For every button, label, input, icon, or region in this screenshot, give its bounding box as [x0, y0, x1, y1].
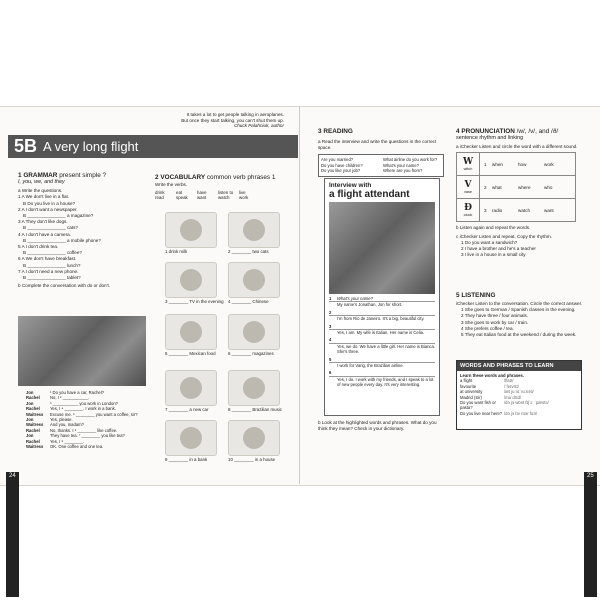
interview-answers [325, 294, 439, 392]
item-number: 5 [329, 356, 332, 362]
utterance: OK. One coffee and one tea. [50, 444, 104, 450]
interview-question: What's your name? [337, 296, 373, 301]
quote-line: It takes a lot to get people talking in aeroplanes. [186, 112, 284, 117]
row-number: 2 [484, 184, 487, 190]
listening-heading: 5 LISTENING [456, 292, 496, 299]
phonetic: /ˈfeɪvrɪt/ [504, 383, 519, 389]
grammar-section [18, 172, 150, 289]
pronunciation-section [456, 128, 584, 258]
sound-row [456, 152, 576, 176]
word: a flight [460, 378, 473, 384]
sound-word: where [518, 184, 531, 190]
grammar-answer: B _______________ cats? [23, 225, 78, 231]
dialogue-line [26, 444, 148, 449]
words-subheading: Learn these words and phrases. [460, 373, 524, 378]
grammar-answer: B _______________ lunch? [23, 262, 81, 268]
interview-item [329, 310, 435, 322]
reading-instruction: a Read the interview and write the questions in the correct space. [318, 139, 437, 151]
item-number: 3 [329, 323, 332, 329]
pron-instruction-c: c iChecker Listen and repeat. Copy the rhythm. [456, 233, 553, 239]
speaker: Jon [26, 390, 34, 395]
vocab-heading: 2 VOCABULARY [155, 174, 206, 181]
interview-answer: I work for Varig, the Brazilian airline. [337, 363, 404, 369]
grammar-prompt: 4 A I don't have a camera. [18, 231, 71, 237]
vocab-picture [228, 370, 280, 406]
speaker: Waitress [26, 422, 44, 428]
sound-symbol-cell [457, 199, 480, 221]
pron-subheading: /w/, /v/, and /ð/ [516, 128, 559, 135]
verb-option: watch [218, 195, 230, 201]
vocab-picture [228, 262, 280, 298]
sound-row [456, 199, 576, 222]
sound-picture-label: witch [463, 167, 473, 172]
word: Do you want fish or pasta? [460, 400, 496, 411]
sound-symbol: W [462, 157, 474, 168]
interview-answer: I'm from Rio de Janeiro. It's a big, beautiful city. [337, 316, 425, 322]
vocab-label: 10 ________ in a house [228, 457, 276, 462]
row-number: 1 [484, 161, 487, 167]
vocabulary-section [155, 174, 285, 201]
utterance: No, thanks. I ⁶ ________ like coffee. [50, 427, 118, 433]
word: favourite [460, 383, 477, 389]
listening-item: 5 They eat Italian food at the weekend / during the week. [461, 332, 577, 338]
question-option: Are you married? [321, 157, 354, 163]
sound-word: radio [492, 207, 503, 213]
utterance: And you, madam? [50, 422, 84, 428]
rhythm-sentence: 3 I live in a house in a small city [461, 252, 526, 258]
pron-heading: 4 PRONUNCIATION [456, 128, 515, 135]
verb-option: work [239, 195, 249, 201]
verb-option: listen to [218, 190, 234, 196]
page-number-left: 24 [6, 472, 19, 597]
interview-item [329, 324, 435, 336]
question-option: Do you have children? [321, 162, 363, 168]
vocab-label: 6 ________ magazines [228, 351, 274, 356]
item-number: 2 [329, 309, 332, 315]
interview-item [329, 337, 435, 354]
vocab-label: 7 ________ a new car [165, 407, 209, 412]
interview-answer: My name's Jonathan, Jon for short. [337, 302, 403, 308]
word-entry [460, 400, 578, 411]
vocab-label: 9 ________ in a bank [165, 457, 208, 462]
phonetic: /də jə wɒnt fɪʃ ɔː ˈpæstə/ [504, 400, 549, 406]
question-option: Where are you from? [383, 168, 423, 174]
listening-item: 3 She goes to work by car / train. [461, 319, 529, 325]
sound-row [456, 176, 576, 199]
word: at university [460, 389, 483, 395]
utterance: ³ ___________ you work in London? [50, 400, 118, 406]
words-list [460, 378, 578, 416]
unit-number: 5B [14, 136, 38, 156]
pron-instruction-b: b Listen again and repeat the words. [456, 225, 531, 231]
verb-option: read [155, 195, 164, 201]
vocab-instruction: Write the verbs. [155, 182, 188, 187]
article-kicker: Interview with [329, 182, 372, 189]
speaker: Rachel [26, 438, 40, 444]
grammar-prompt: 1 A We don't live in a flat. [18, 194, 70, 200]
quote-author: Chuck Palahniuk, author [233, 123, 284, 129]
speaker: Waitress [26, 411, 44, 417]
vocab-picture [165, 370, 217, 406]
spine [299, 106, 300, 484]
utterance: Yes, I ⁸ ________. [50, 438, 85, 444]
verb-option: live [239, 190, 246, 196]
interview-answer: Yes, I do. I work with my friends, and I speak to a lot of new people every day. It's very interesting. [337, 376, 434, 388]
word: Do you live near here? [460, 410, 503, 416]
unit-banner [8, 135, 298, 158]
phonetic: /æt juːnɪˈvɜːsəti/ [504, 389, 534, 395]
listening-item: 2 They have three / four animals. [461, 313, 529, 319]
utterance: ¹ Do you have a car, Rachel? [50, 390, 105, 395]
vocab-label: 2 ________ two cats [228, 249, 269, 254]
sound-picture-label: clock [463, 213, 473, 218]
verb-option: want [197, 195, 207, 201]
grammar-subheading: present simple ? [59, 172, 107, 179]
sound-symbol-cell [457, 176, 480, 198]
vocab-picture [165, 314, 217, 350]
sound-word: want [544, 207, 554, 213]
words-heading: WORDS AND PHRASES TO LEARN [457, 361, 581, 371]
vocab-subheading: common verb phrases 1 [206, 174, 276, 181]
vocab-label: 5 ________ Mexican food [165, 351, 216, 356]
vocab-picture [165, 262, 217, 298]
sound-symbol: Ð [464, 203, 472, 214]
vocab-label: 1 drink milk [165, 249, 188, 254]
phonetic: /maˈdrɪd/ [504, 394, 522, 400]
grammar-instruction-b: b Complete the conversation with do or don't. [18, 283, 111, 289]
item-number: 4 [329, 337, 332, 343]
grammar-answer: B _______________ coffee? [23, 250, 82, 256]
vocab-picture [228, 212, 280, 248]
grammar-heading: 1 GRAMMAR [18, 172, 58, 179]
grammar-prompt: 6 A We don't have breakfast. [18, 256, 77, 262]
grammar-answer: B _______________ a mobile phone? [23, 237, 101, 243]
interview-item [329, 357, 435, 369]
interview-answer: Yes, I am. My wife is Italian. Her name is Celia. [337, 330, 425, 336]
article-title: a flight attendant [329, 189, 410, 200]
listening-instruction: iChecker Listen to the conversation. Circle the correct answer. [456, 301, 583, 306]
pron-c-items [456, 240, 584, 259]
listening-items [456, 307, 584, 338]
interview-answer: Yes, we do. We have a little girl. Her name is Bianca. She's three. [337, 343, 435, 355]
quote-line: But once they start talking, you can't shut them up. [181, 117, 284, 123]
vocab-picture [165, 420, 217, 456]
speaker: Jon [26, 400, 34, 406]
vocab-label: 3 ________ TV in the evening [165, 299, 224, 304]
listening-section [456, 292, 584, 338]
phonetic: /də jə lɪv nɪər hɪə/ [504, 410, 538, 416]
grammar-answer: B _______________ tablet? [23, 275, 81, 281]
interview-item [329, 370, 435, 387]
epigraph [150, 112, 284, 129]
vocab-picture [165, 212, 217, 248]
words-box [456, 360, 582, 430]
sound-word: how [518, 161, 527, 167]
pron-subheading-2: sentence rhythm and linking [456, 135, 524, 141]
grammar-answer: B Do you live in a house? [23, 200, 76, 206]
vocab-picture [228, 314, 280, 350]
utterance: Yes, I ⁴ ________. I work in a bank. [50, 406, 116, 412]
grammar-prompt: 2 A I don't want a newspaper. [18, 206, 78, 212]
row-number: 3 [484, 207, 487, 213]
utterance: Excuse me. ⁵ ________ you want a coffee, sir? [50, 411, 138, 417]
grammar-prompt: 7 A I don't need a new phone. [18, 268, 79, 274]
interview-item [329, 296, 435, 308]
listening-item: 1 She goes to German / Spanish classes in the evening. [461, 307, 576, 313]
grammar-prompt: 3 A They don't like dogs. [18, 219, 68, 225]
phonetic: /flaɪt/ [504, 378, 514, 384]
question-option: Do you like your job? [321, 168, 361, 174]
grammar-answer: B _______________ a magazine? [23, 213, 94, 219]
question-option: What's your name? [383, 162, 419, 168]
sound-word: who [544, 184, 553, 190]
listening-item: 4 She prefers coffee / tea. [461, 325, 514, 331]
pron-instruction-a: a iChecker Listen and circle the word with a different sound. [456, 144, 578, 150]
sound-table [456, 152, 576, 222]
grammar-items [18, 194, 150, 281]
grammar-prompt: 5 A I don't drink tea. [18, 244, 59, 250]
article-card [324, 178, 440, 416]
dialogue [26, 390, 148, 449]
cafe-photo [18, 316, 146, 386]
sound-symbol-cell [457, 153, 480, 175]
questions-box [318, 154, 444, 176]
reading-section [318, 128, 444, 177]
question-option: What airline do you work for? [383, 157, 438, 163]
word: Madrid (Sir) [460, 394, 482, 400]
grammar-subheading-2: I, you, we, and they [18, 179, 65, 185]
utterance: No, I ² ___________. [50, 395, 90, 401]
rhythm-sentence: 2 I have a brother and he's a teacher [461, 246, 536, 252]
sound-word: work [544, 161, 554, 167]
flight-attendant-photo [329, 202, 435, 294]
speaker: Waitress [26, 444, 44, 450]
sound-symbol: V [464, 180, 472, 191]
sound-word: what [492, 184, 502, 190]
speaker: Jon [26, 417, 34, 423]
grammar-instruction: a Write the questions. [18, 188, 63, 194]
word-entry [460, 411, 578, 416]
speaker: Jon [26, 433, 34, 439]
speaker: Rachel [26, 395, 40, 401]
vocab-label: 8 ________ Brazilian music [228, 407, 282, 412]
unit-title: A very long flight [43, 139, 139, 154]
verb-option: speak [176, 195, 188, 201]
item-number: 1 [329, 296, 332, 301]
vocab-picture [228, 420, 280, 456]
verb-option: drink [155, 190, 165, 196]
utterance: Yes, please. [50, 417, 73, 423]
reading-instruction-b: b Look at the highlighted words and phrases. What do you think they mean? Check in your dictionary. [318, 420, 437, 432]
sound-picture-label: vase [463, 190, 473, 195]
speaker: Rachel [26, 427, 40, 433]
utterance: They have tea. ⁷ ________ you like tea? [50, 433, 125, 439]
verb-option: have [197, 190, 207, 196]
rhythm-sentence: 1 Do you want a sandwich? [461, 239, 518, 245]
verb-option: eat [176, 190, 183, 196]
sound-word: watch [518, 207, 531, 213]
sound-word: when [492, 161, 503, 167]
vocab-label: 4 ________ Chinese [228, 299, 269, 304]
item-number: 6 [329, 370, 332, 376]
page-number-right: 25 [584, 472, 597, 597]
verb-box [155, 190, 285, 200]
speaker: Rachel [26, 406, 40, 412]
reading-heading: 3 READING [318, 128, 353, 135]
